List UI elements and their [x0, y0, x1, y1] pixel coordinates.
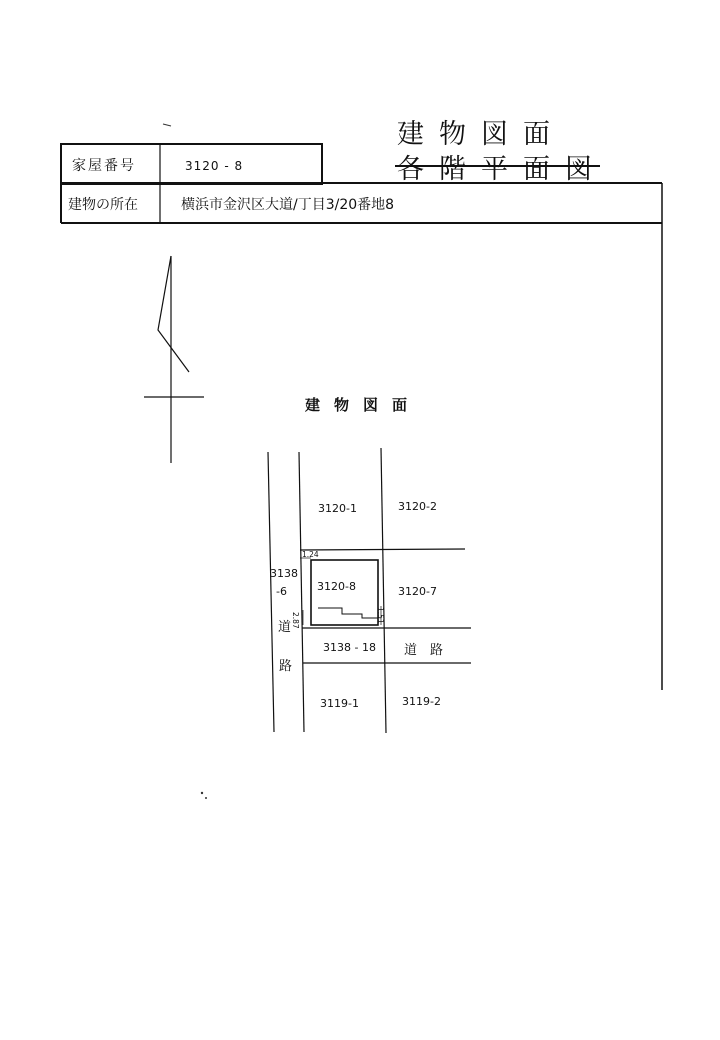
road-left-char-2: 路	[279, 659, 293, 674]
info-table-frame	[61, 144, 662, 690]
site-plan-lines	[268, 448, 471, 733]
road-bottom: 道 路	[404, 643, 444, 658]
document-title-struck: 各階平面図	[397, 154, 607, 185]
parcel-3120-2: 3120-2	[398, 500, 437, 513]
stray-mark	[163, 124, 171, 126]
north-arrow-icon	[144, 256, 204, 463]
dimension-top: 1.24	[302, 550, 319, 559]
parcel-3120-1: 3120-1	[318, 502, 357, 515]
house-number-label: 家屋番号	[72, 158, 136, 174]
parcel-3119-1: 3119-1	[320, 697, 359, 710]
parcel-3138-6-line1: 3138	[270, 567, 298, 580]
parcel-3120-7: 3120-7	[398, 585, 437, 598]
building-location-label: 建物の所在	[68, 197, 138, 213]
road-left-char-1: 道	[278, 620, 292, 635]
parcel-3138-6-line2: -6	[276, 585, 287, 598]
house-number-value: 3120 - 8	[185, 159, 244, 173]
parcel-3119-2: 3119-2	[402, 695, 441, 708]
dimension-right: 1.51	[376, 607, 385, 624]
stray-dot	[201, 792, 203, 794]
parcel-3138-18: 3138 - 18	[323, 641, 376, 654]
stray-dot	[205, 797, 207, 799]
parcel-3120-8: 3120-8	[317, 580, 356, 593]
plan-title: 建物図面	[305, 396, 422, 414]
dimension-left: 2.87	[291, 612, 300, 629]
building-location-value: 横浜市金沢区大道/丁目3/20番地8	[181, 197, 395, 213]
document-title: 建物図面	[397, 119, 565, 150]
